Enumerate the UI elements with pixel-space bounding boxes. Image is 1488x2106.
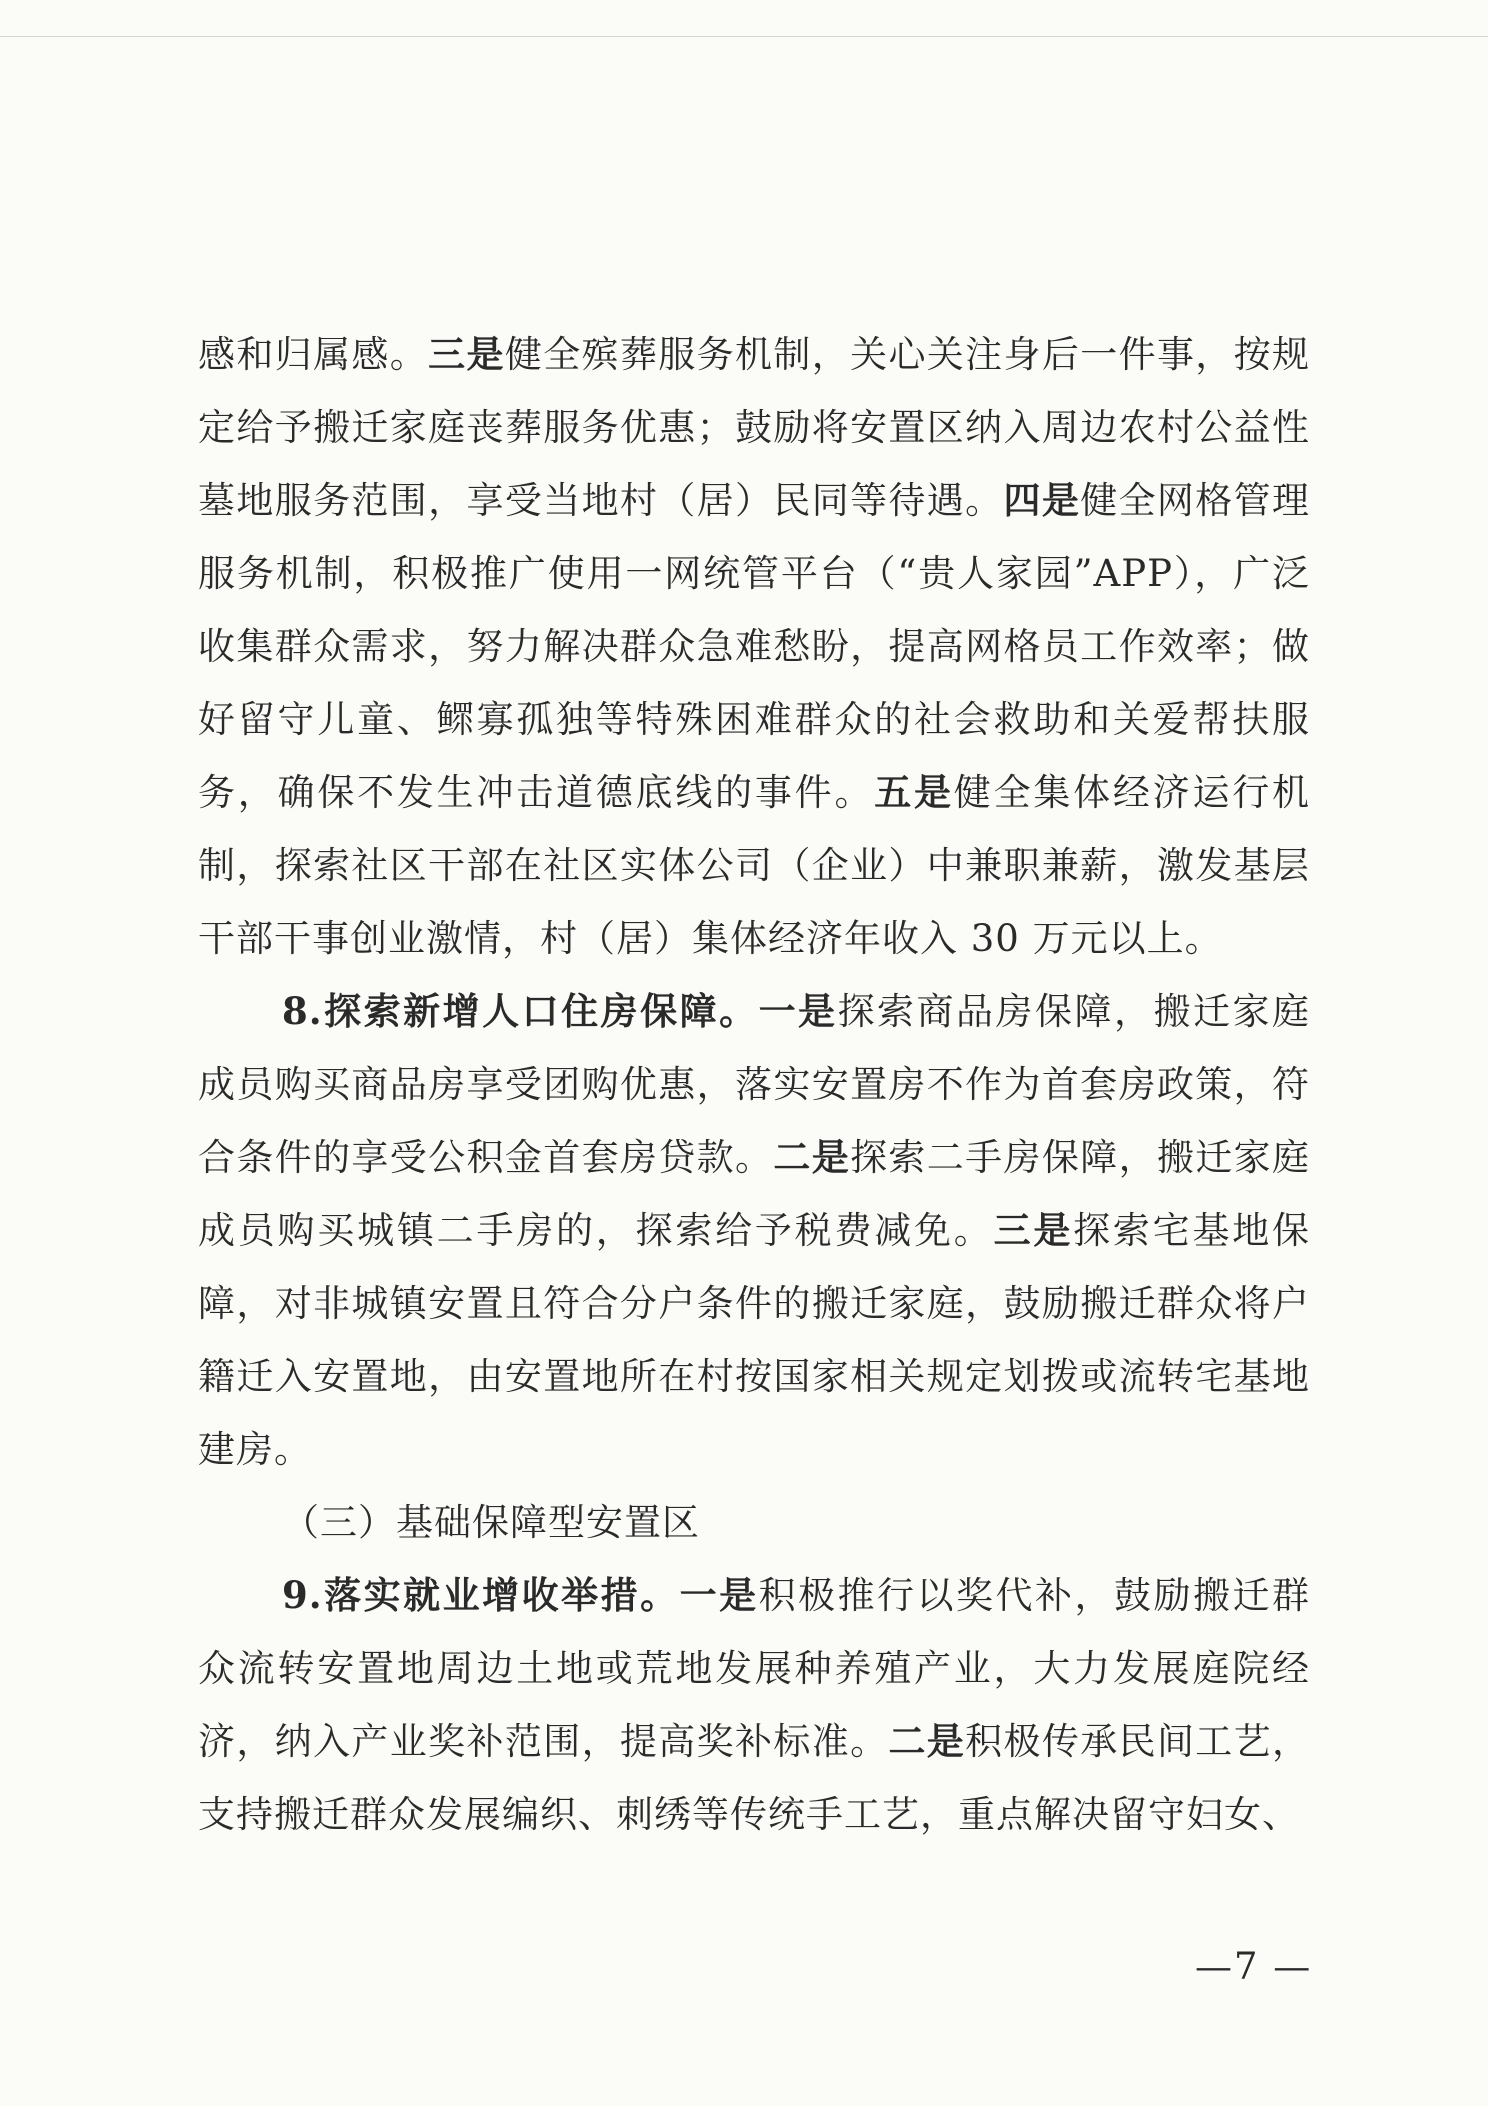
text-run: 探索商品房保障，搬迁家庭成员购买商品房享受团购优惠，落实安置房不作为首套房政策，符合条件的享受公积金首套房贷款。: [198, 990, 1310, 1179]
scan-edge-line: [0, 36, 1488, 37]
subsection-heading: （三）基础保障型安置区: [282, 1501, 700, 1544]
text-run: 健全集体经济运行机制，探索社区干部在社区实体公司（企业）中兼职兼薪，激发基层干部干事创业激情，村（居）集体经济年收入 30 万元以上。: [198, 771, 1311, 960]
text-run: 积极推行以奖代补，鼓励搬迁群众流转安置地周边土地或荒地发展种养殖产业，大力发展庭院经济，纳入产业奖补范围，提高奖补标准。: [198, 1574, 1311, 1763]
page-number: —7 —: [1195, 1945, 1313, 1988]
text-run: 积极传承民间工艺，支持搬迁群众发展编织、刺绣等传统手工艺，重点解决留守妇女、: [198, 1720, 1311, 1836]
text-run: 健全网格管理服务机制，积极推广使用一网统管平台（“贵人家园”APP），广泛收集群众需求，努力解决群众急难愁盼，提高网格员工作效率；做好留守儿童、鳏寡孤独等特殊困难群众的社会救助和关爱帮扶服务，确保不发生冲击道德底线的事件。: [198, 479, 1311, 814]
bold-run: 一是: [758, 989, 838, 1033]
bold-run: 一是: [679, 1573, 759, 1617]
text-run: 探索宅基地保障，对非城镇安置且符合分户条件的搬迁家庭，鼓励搬迁群众将户籍迁入安置地，由安置地所在村按国家相关规定划拨或流转宅基地建房。: [198, 1209, 1311, 1471]
paragraph-1: [198, 318, 1310, 975]
text-run: 感和归属感。: [198, 333, 429, 376]
bold-run: 二是: [888, 1719, 966, 1763]
bold-run: 三是: [428, 332, 505, 376]
section-heading-9: 9.落实就业增收举措。: [282, 1573, 680, 1617]
bold-run: 五是: [874, 770, 954, 814]
body-text: [198, 318, 1310, 1851]
bold-run: 四是: [1003, 478, 1081, 522]
bold-run: 二是: [773, 1135, 851, 1179]
paragraph-4: [198, 1559, 1310, 1851]
text-run: 健全殡葬服务机制，关心关注身后一件事，按规定给予搬迁家庭丧葬服务优惠；鼓励将安置区纳入周边农村公益性墓地服务范围，享受当地村（居）民同等待遇。: [198, 333, 1311, 522]
text-run: 探索二手房保障，搬迁家庭成员购买城镇二手房的，探索给予税费减免。: [198, 1136, 1311, 1252]
paragraph-3-subheading: [198, 1486, 1310, 1559]
bold-run: 三是: [993, 1208, 1074, 1252]
section-heading-8: 8.探索新增人口住房保障。: [282, 989, 759, 1033]
paragraph-2: [198, 975, 1310, 1486]
